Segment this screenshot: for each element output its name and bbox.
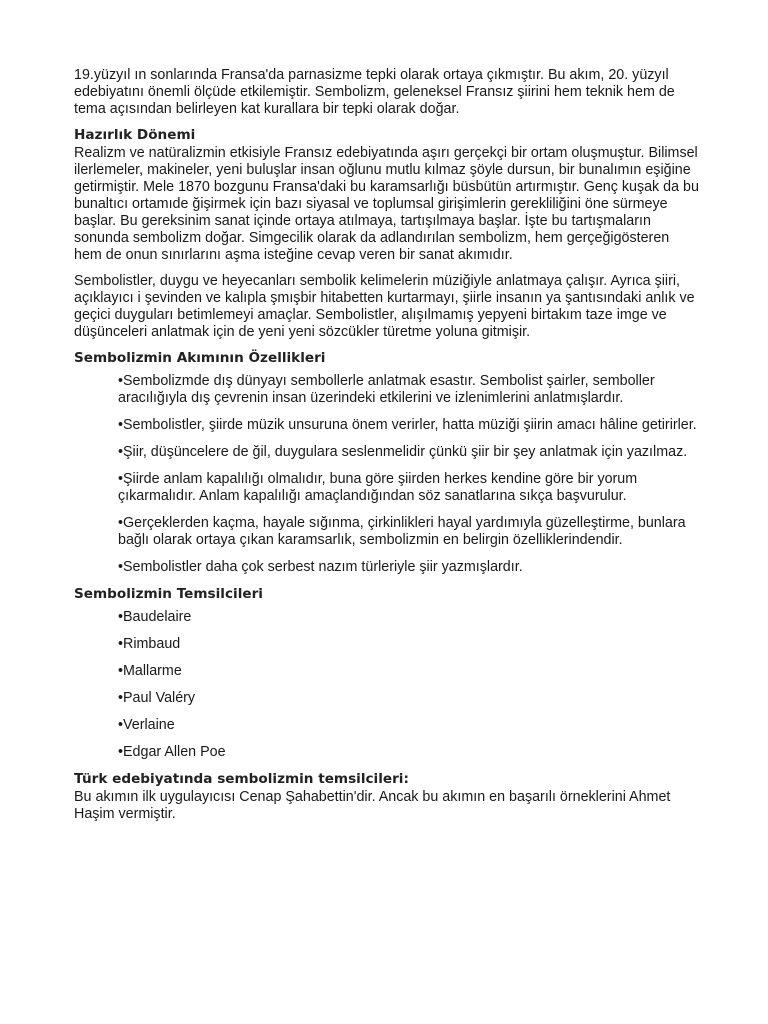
list-item: •Şiirde anlam kapalılığı olmalıdır, buna göre şiirden herkes kendine göre bir yorum çıkarmalıdır. Anlam kapalılığı amaçlandığından söz sanatlarına sıkça başvurulur. [118,471,638,504]
list-item: •Baudelaire [118,609,192,625]
paragraph: Sembolistler, duygu ve heyecanları sembolik kelimelerin müziğiyle anlatmaya çalışır. Ayrıca şiiri, açıklayıcı i şevinden ve kalıpla şmışbir hitabetten kurtarmayı, şiirle insanın ya şantısındaki anlık ve geçici duyguları betimlemeyi amaçlar. Sembolistler, alışılmamış yepyeni birtakım taze imge ve düşünceleri anlatmak için de yeni yeni sözcükler türetme yoluna gitmişir. [74,273,695,340]
list-item: •Mallarme [118,663,182,679]
list-item: •Şiir, düşüncelere de ğil, duygulara seslenmelidir çünkü şiir bir şey anlatmak için yazılmaz. [118,444,688,460]
section-heading-ozellikler: Sembolizmin Akımının Özellikleri [74,350,326,366]
list-item: •Rimbaud [118,636,181,652]
list-item: •Sembolistler daha çok serbest nazım türleriyle şiir yazmışlardır. [118,559,523,575]
section-heading-temsilciler: Sembolizmin Temsilcileri [74,586,263,602]
list-item: •Paul Valéry [118,690,196,706]
list-item: •Gerçeklerden kaçma, hayale sığınma, çirkinlikleri hayal yardımıyla güzelleştirme, bunlara bağlı olarak ortaya çıkan karamsarlık, sembolizmin en belirgin özelliklerindendir. [118,515,686,548]
paragraph: Bu akımın ilk uygulayıcısı Cenap Şahabettin'dir. Ancak bu akımın en başarılı örneklerini Ahmet Haşim vermiştir. [74,789,671,822]
document-page [74,67,700,832]
intro-paragraph: 19.yüzyıl ın sonlarında Fransa'da parnasizme tepki olarak ortaya çıkmıştır. Bu akım, 20. yüzyıl edebiyatını önemli ölçüde etkilemiştir. Sembolizm, geleneksel Fransız şiirini hem teknik hem de tema açısından belirleyen kat kurallara bir tepki olarak doğar. [74,67,675,117]
paragraph: Realizm ve natüralizmin etkisiyle Fransız edebiyatında aşırı gerçekçi bir ortam oluşmuştur. Bilimsel ilerlemeler, makineler, yeni buluşlar insan oğlunu mutlu kılmaz şöyle dursun, bir bunalımın eşiğine getirmiştir. Mele 1870 bozgunu Fransa'daki bu karamsarlığı büsbütün artırmıştır. Genç kuşak da bu bunaltıcı ortamıde ğişirmek için bazı siyasal ve toplumsal girişimlerin gerekliliğini öne sürmeye başlar. Bu gereksinim sanat içinde ortaya atılmaya, tartışılmaya başlar. İşte bu tartışmaların sonunda sembolizm doğar. Simgecilik olarak da adlandırılan sembolizm, hem gerçeğigösteren hem de onun sınırlarını aşma isteğine cevap veren bir sanat akımıdır. [74,145,699,263]
representatives-list [118,609,700,761]
section-heading-turk-temsilciler: Türk edebiyatında sembolizmin temsilcileri: [74,771,409,787]
features-list [118,373,700,576]
list-item: •Verlaine [118,717,175,733]
list-item: •Sembolistler, şiirde müzik unsuruna önem verirler, hatta müziği şiirin amacı hâline getirirler. [118,417,697,433]
section-heading-hazirlik: Hazırlık Dönemi [74,127,196,143]
list-item: •Sembolizmde dış dünyayı sembollerle anlatmak esastır. Sembolist şairler, semboller aracılığıyla dış çevrenin insan üzerindeki etkilerini ve izlenimlerini anlatmışlardır. [118,373,655,406]
list-item: •Edgar Allen Poe [118,744,226,760]
